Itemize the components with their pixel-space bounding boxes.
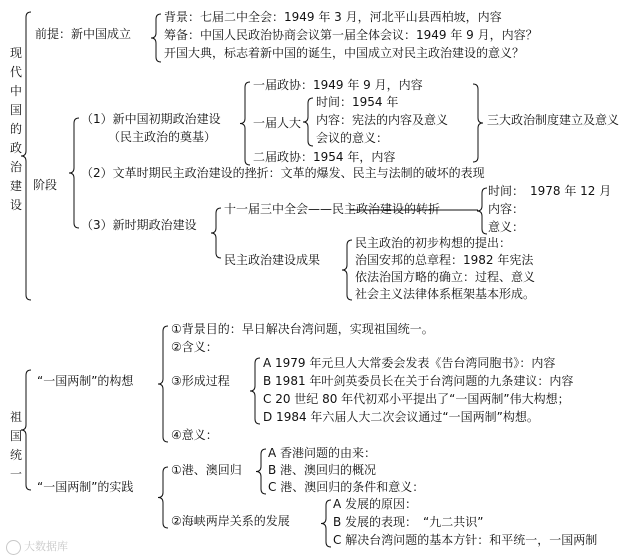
hk-a: A 香港问题的由来： [268,446,377,460]
npc-first-label: 一届人大 [253,116,302,130]
achievement-3: 依法治国方略的确立：过程、意义 [355,270,536,284]
plenum-time: 时间： 1978 年 12 月 [488,184,612,198]
stage3-label: （3）新时期政治建设 [81,218,197,232]
premise-founding: 开国大典，标志着新中国的诞生，中国成立对民主政治建设的意义？ [164,46,525,60]
stage1-brace [240,82,250,165]
formation-b: B 1981 年叶剑英委员长在关于台湾问题的九条建议：内容 [263,374,574,388]
cppcc-second: 二届政协：1954 年，内容 [253,150,396,164]
achievement-2: 治国安邦的总章程：1982 年宪法 [355,253,534,267]
formation-d: D 1984 年六届人大二次会议通过“一国两制”构想。 [263,410,539,424]
concept-brace [158,326,168,442]
npc-content: 内容：宪法的内容及意义 [316,113,449,127]
result-brace [473,84,483,162]
stage3-brace [211,208,221,258]
section-title-reunification: 祖 国 统 一 [9,410,22,481]
practice-label: “一国两制”的实践 [37,480,134,494]
strait-a: A 发展的原因： [333,497,418,511]
concept-significance: ④意义： [171,428,218,442]
stage1-label: （1）新中国初期政治建设 [81,112,221,126]
cross-strait: ②海峡两岸关系的发展 [171,514,290,528]
hk-macau-return: ①港、澳回归 [171,463,242,477]
strait-b: B 发展的表现： “九二共识” [333,515,484,529]
hk-c: C 港、澳回归的条件和意义： [268,480,425,494]
section-title-political-construction: 现 代 中 国 的 政 治 建 设 [9,46,22,212]
practice-brace [158,467,168,528]
third-plenum: 十一届三中全会——民主政治建设的转折 [224,202,441,216]
achievement-4: 社会主义法律体系框架基本形成。 [355,287,536,301]
concept-formation: ③形成过程 [171,374,230,388]
stage-brace [69,118,79,228]
watermark-logo-icon [6,540,21,555]
npc-brace [303,98,313,146]
premise-label: 前提：新中国成立 [35,27,132,41]
strait-c: C 解决台湾问题的基本方针：和平统一，一国两制 [333,533,598,547]
stage-label: 阶段 [33,178,58,192]
hk-brace [256,449,266,494]
formation-brace [250,358,260,424]
plenum-content: 内容： [488,202,525,216]
formation-a: A 1979 年元旦人大常委会发表《告台湾同胞书》：内容 [263,356,556,370]
achievement-1: 民主政治的初步构想的提出： [355,236,512,250]
premise-background: 背景：七届二中全会：1949 年 3 月，河北平山县西柏坡，内容 [164,10,502,24]
npc-significance: 会议的意义： [316,131,389,145]
democracy-achievements: 民主政治建设成果 [224,253,321,267]
strait-brace [321,500,331,547]
npc-time: 时间：1954 年 [316,95,399,109]
concept-label: “一国两制”的构想 [37,374,134,388]
watermark-text: 大数据库 [24,540,68,553]
hk-b: B 港、澳回归的概况 [268,463,377,477]
concept-meaning: ②含义： [171,340,218,354]
formation-c: C 20 世纪 80 年代初邓小平提出了“一国两制”伟大构想； [263,392,570,406]
premise-brace [151,14,161,62]
cppcc-first: 一届政协：1949 年 9 月，内容 [253,78,423,92]
plenum-significance: 意义： [488,220,525,234]
stage2-label: （2）文革时期民主政治建设的挫折：文革的爆发、民主与法制的破坏的表现 [81,166,485,180]
three-systems-result: 三大政治制度建立及意义 [487,113,620,127]
plenum-brace [477,188,487,234]
watermark [6,538,68,555]
achievements-brace [342,240,352,300]
stage1-sublabel: （民主政治的奠基） [108,130,217,144]
premise-preparation: 筹备：中国人民政治协商会议第一届全体会议：1949 年 9 月，内容？ [164,28,538,42]
concept-background: ①背景目的：早日解决台湾问题，实现祖国统一。 [171,322,434,336]
